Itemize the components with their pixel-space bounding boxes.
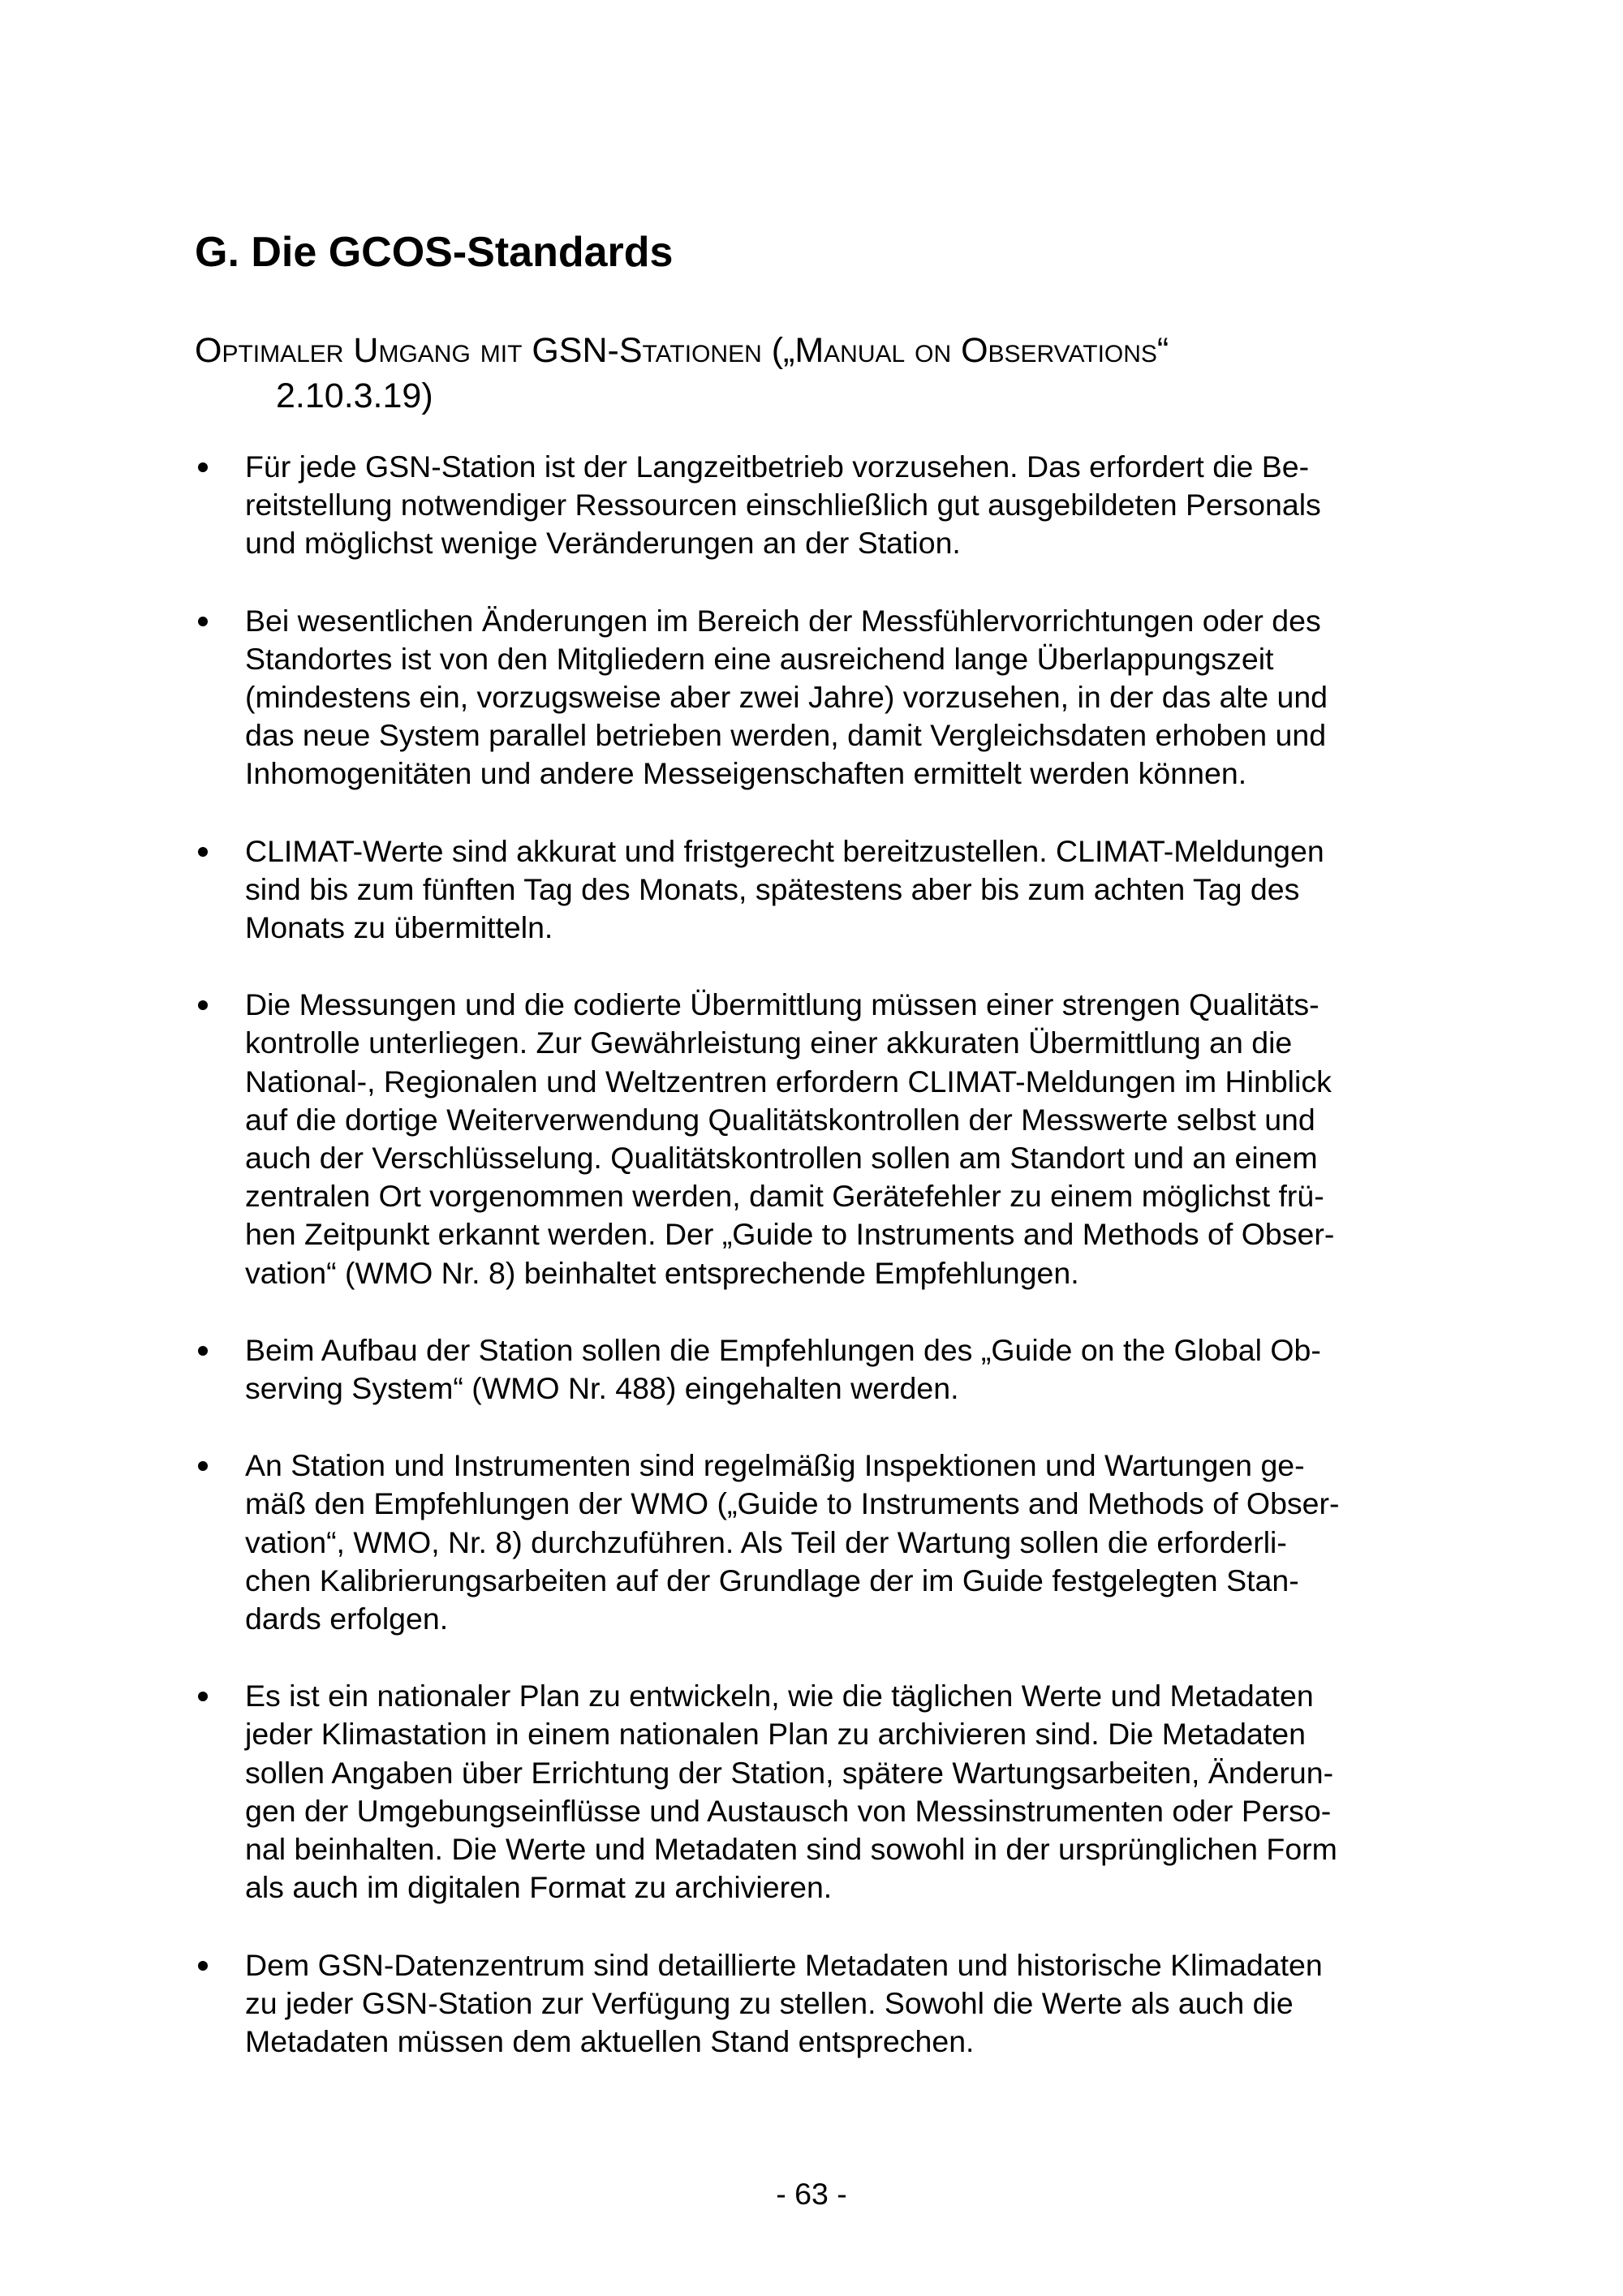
bullet-text-line: das neue System parallel betrieben werden, damit Vergleichsdaten erhoben und xyxy=(245,718,1327,753)
bullet-text-line: zentralen Ort vorgenommen werden, damit Gerätefehler zu einem möglichst frü- xyxy=(245,1179,1324,1214)
bullet-text-line: CLIMAT-Werte sind akkurat und fristgerecht bereitzustellen. CLIMAT-Meldungen xyxy=(245,833,1324,868)
bullet-text-line: Bei wesentlichen Änderungen im Bereich der Messfühlervorrichtungen oder des xyxy=(245,603,1321,638)
bullet-text xyxy=(245,602,1428,793)
bullet-text-line: Inhomogenitäten und andere Messeigenschaften ermittelt werden können. xyxy=(245,756,1247,791)
bullet-text xyxy=(245,832,1428,948)
bullet-text-line: vation“ (WMO Nr. 8) beinhaltet entsprechende Empfehlungen. xyxy=(245,1255,1079,1290)
bullet-item xyxy=(195,986,1428,1292)
bullet-item xyxy=(195,1677,1428,1907)
subsection-heading xyxy=(195,328,1412,419)
bullet-dot-icon xyxy=(198,1961,208,1971)
bullet-text-line: reitstellung notwendiger Ressourcen einschließlich gut ausgebildeten Personals xyxy=(245,488,1321,522)
bullet-dot-icon xyxy=(198,1000,208,1010)
bullet-text xyxy=(245,1946,1428,2062)
bullet-text-line: chen Kalibrierungsarbeiten auf der Grundlage der im Guide festgelegten Stan- xyxy=(245,1563,1299,1597)
bullet-text-line: vation“, WMO, Nr. 8) durchzuführen. Als Teil der Wartung sollen die erforderli- xyxy=(245,1524,1287,1559)
bullet-dot-icon xyxy=(198,1461,208,1471)
bullet-list xyxy=(195,448,1428,2100)
bullet-text-line: Dem GSN-Datenzentrum sind detaillierte Metadaten und historische Klimadaten xyxy=(245,1947,1323,1982)
bullet-text-line: Standortes ist von den Mitgliedern eine ausreichend lange Überlappungszeit xyxy=(245,641,1274,676)
bullet-text-line: Metadaten müssen dem aktuellen Stand entsprechen. xyxy=(245,2023,975,2058)
bullet-text-line: auch der Verschlüsselung. Qualitätskontrollen sollen am Standort und an einem xyxy=(245,1141,1318,1176)
bullet-text xyxy=(245,1447,1428,1638)
bullet-dot-icon xyxy=(198,462,208,472)
bullet-text-line: Monats zu übermitteln. xyxy=(245,910,553,945)
bullet-item xyxy=(195,1447,1428,1638)
bullet-text-line: sollen Angaben über Errichtung der Station, spätere Wartungsarbeiten, Änderun- xyxy=(245,1755,1334,1790)
bullet-text-line: dards erfolgen. xyxy=(245,1602,449,1636)
bullet-text-line: Beim Aufbau der Station sollen die Empfehlungen des „Guide on the Global Ob- xyxy=(245,1332,1321,1367)
bullet-text-line: jeder Klimastation in einem nationalen Plan zu archivieren sind. Die Metadaten xyxy=(245,1717,1306,1752)
bullet-text-line: als auch im digitalen Format zu archivieren. xyxy=(245,1870,833,1905)
bullet-dot-icon xyxy=(198,1346,208,1356)
bullet-text xyxy=(245,448,1428,563)
bullet-text-line: mäß den Empfehlungen der WMO („Guide to Instruments and Methods of Obser- xyxy=(245,1486,1340,1521)
bullet-text xyxy=(245,1677,1428,1907)
bullet-item xyxy=(195,448,1428,563)
bullet-text-line: kontrolle unterliegen. Zur Gewährleistung einer akkuraten Übermittlung an die xyxy=(245,1025,1293,1060)
bullet-item xyxy=(195,1331,1428,1408)
bullet-text-line: nal beinhalten. Die Werte und Metadaten sind sowohl in der ursprünglichen Form xyxy=(245,1832,1337,1867)
subsection-heading-line-1: Optimaler Umgang mit GSN-Stationen („Manual on Observations“ xyxy=(195,331,1169,370)
bullet-text-line: und möglichst wenige Veränderungen an der Station. xyxy=(245,526,961,561)
bullet-text-line: An Station und Instrumenten sind regelmäßig Inspektionen und Wartungen ge- xyxy=(245,1448,1305,1483)
subsection-heading-line-2: 2.10.3.19) xyxy=(276,376,433,415)
bullet-item xyxy=(195,1946,1428,2062)
bullet-dot-icon xyxy=(198,847,208,857)
bullet-text-line: gen der Umgebungseinflüsse und Austausch von Messinstrumenten oder Perso- xyxy=(245,1793,1332,1828)
bullet-item xyxy=(195,602,1428,793)
bullet-text-line: hen Zeitpunkt erkannt werden. Der „Guide to Instruments and Methods of Obser- xyxy=(245,1217,1335,1252)
bullet-text-line: serving System“ (WMO Nr. 488) eingehalten werden. xyxy=(245,1371,959,1406)
bullet-item xyxy=(195,832,1428,948)
section-heading: G. Die GCOS-Standards xyxy=(195,229,674,276)
bullet-text-line: National-, Regionalen und Weltzentren erfordern CLIMAT-Meldungen im Hinblick xyxy=(245,1064,1332,1099)
bullet-text-line: Es ist ein nationaler Plan zu entwickeln, wie die täglichen Werte und Metadaten xyxy=(245,1679,1314,1713)
bullet-text-line: Für jede GSN-Station ist der Langzeitbetrieb vorzusehen. Das erfordert die Be- xyxy=(245,449,1310,484)
bullet-text xyxy=(245,986,1428,1292)
page-number: - 63 - xyxy=(776,2177,847,2211)
bullet-text xyxy=(245,1331,1428,1408)
bullet-text-line: (mindestens ein, vorzugsweise aber zwei Jahre) vorzusehen, in der das alte und xyxy=(245,680,1328,715)
bullet-text-line: auf die dortige Weiterverwendung Qualitätskontrollen der Messwerte selbst und xyxy=(245,1102,1315,1137)
bullet-text-line: sind bis zum fünften Tag des Monats, spätestens aber bis zum achten Tag des xyxy=(245,871,1300,906)
bullet-dot-icon xyxy=(198,1692,208,1701)
bullet-text-line: Die Messungen und die codierte Übermittlung müssen einer strengen Qualitäts- xyxy=(245,987,1319,1022)
bullet-dot-icon xyxy=(198,617,208,626)
bullet-text-line: zu jeder GSN-Station zur Verfügung zu stellen. Sowohl die Werte als auch die xyxy=(245,1985,1294,2020)
